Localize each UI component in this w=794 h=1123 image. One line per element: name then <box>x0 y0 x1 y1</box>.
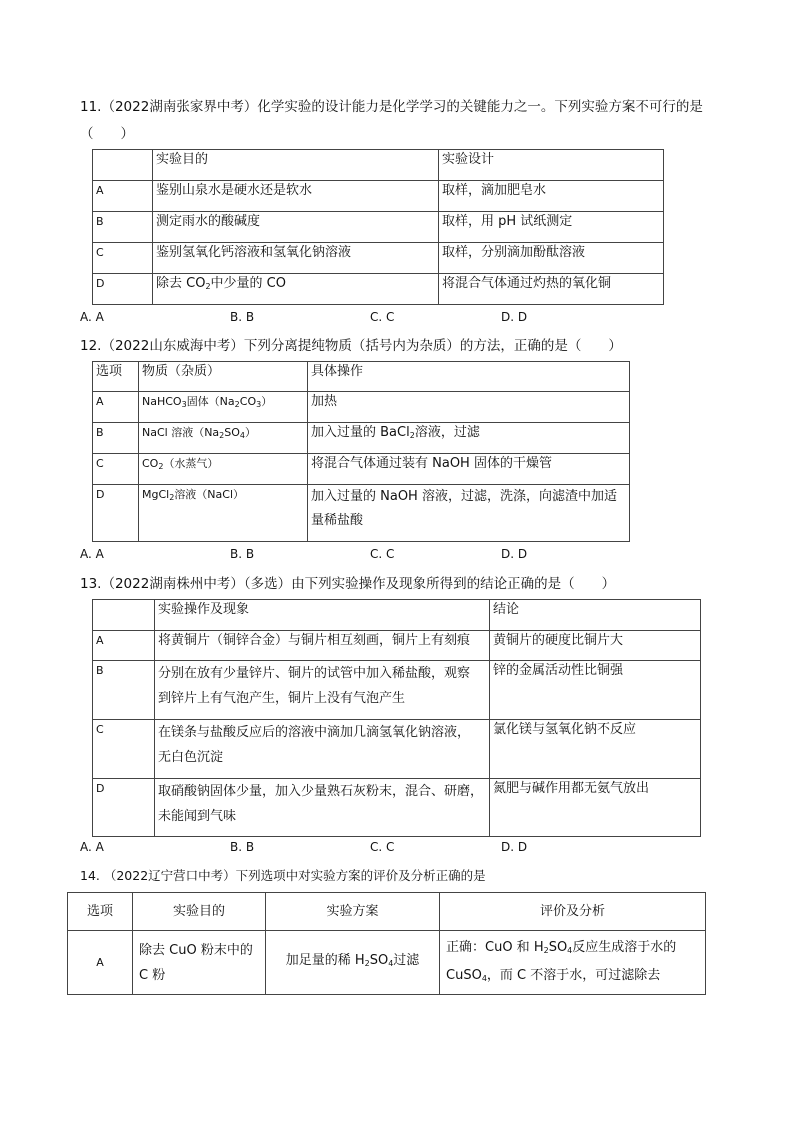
subscript: 3 <box>256 400 262 409</box>
operation-line: 到锌片上有气泡产生，铜片上没有气泡产生 <box>158 691 406 706</box>
plan-cell <box>266 931 440 995</box>
answer-option-d[interactable]: D. D <box>501 840 528 854</box>
operation-cell: 将混合气体通过装有 NaOH 固体的干燥管 <box>308 454 630 485</box>
option-label: D <box>93 779 155 837</box>
answer-option-b[interactable]: B. B <box>230 840 255 854</box>
operation-line: 在镁条与盐酸反应后的溶液中滴加几滴氢氧化钠溶液， <box>158 725 471 740</box>
subscript: 2 <box>364 959 370 968</box>
q14-table-header <box>68 893 706 931</box>
q12-row-d <box>93 485 630 542</box>
evaluation-text: 正确：CuO 和 H <box>446 939 544 955</box>
design-cell: 取样，用 pH 试纸测定 <box>439 212 664 243</box>
q11-table <box>92 149 664 305</box>
answer-option-c[interactable]: C. C <box>370 310 395 324</box>
q14-header-option: 选项 <box>68 893 133 931</box>
aim-line: C 粉 <box>139 967 166 983</box>
answer-option-d[interactable]: D. D <box>501 547 528 561</box>
answer-option-b[interactable]: B. B <box>230 547 255 561</box>
option-label: A <box>93 631 155 661</box>
q13-stem: 13.（2022湖南株州中考）（多选）由下列实验操作及现象所得到的结论正确的是（ ） <box>80 576 616 592</box>
conclusion-cell: 锌的金属活动性比铜强 <box>490 661 701 720</box>
design-cell: 取样，分别滴加酚酞溶液 <box>439 243 664 274</box>
formula-text: CO <box>239 395 257 408</box>
q11-table-header <box>93 150 664 181</box>
q13-row-d <box>93 779 701 837</box>
subscript: 2 <box>409 431 415 440</box>
answer-option-a[interactable]: A. A <box>80 840 104 854</box>
operation-line: 分别在放有少量锌片、铜片的试管中加入稀盐酸，观察 <box>158 666 471 681</box>
formula-text: 固体（Na <box>186 395 235 408</box>
subscript: 2 <box>234 400 240 409</box>
operation-line: 无白色沉淀 <box>158 750 224 765</box>
subscript: 4 <box>388 959 394 968</box>
q13-table-header <box>93 600 701 631</box>
q12-header-operation: 具体操作 <box>308 362 630 392</box>
answer-option-c[interactable]: C. C <box>370 840 395 854</box>
evaluation-text: CuSO <box>446 967 482 983</box>
substance-cell <box>139 454 308 485</box>
evaluation-cell <box>440 931 706 995</box>
evaluation-text: 反应生成溶于水的 <box>572 939 677 955</box>
operation-cell: 加热 <box>308 392 630 423</box>
q11-header-design: 实验设计 <box>439 150 664 181</box>
q13-row-a <box>93 631 701 661</box>
answer-option-b[interactable]: B. B <box>230 310 255 324</box>
aim-text: 除去 CO <box>156 276 206 291</box>
q14-row-a <box>68 931 706 995</box>
q13-header-conclusion: 结论 <box>490 600 701 631</box>
conclusion-cell: 黄铜片的硬度比铜片大 <box>490 631 701 661</box>
q13-answer-options <box>80 840 527 854</box>
option-label: D <box>93 485 139 542</box>
q11-row-c <box>93 243 664 274</box>
formula-text: MgCl <box>142 488 170 501</box>
operation-cell <box>155 720 490 779</box>
subscript: 4 <box>239 431 245 440</box>
answer-option-a[interactable]: A. A <box>80 310 104 324</box>
option-label: A <box>93 181 153 212</box>
q14-header-plan: 实验方案 <box>266 893 440 931</box>
q11-row-a <box>93 181 664 212</box>
evaluation-text: ，而 C 不溶于水，可过滤除去 <box>486 967 661 983</box>
formula-text: 溶液（NaCl） <box>174 488 245 501</box>
q11-answer-options <box>80 310 527 324</box>
plan-text: 加足量的稀 H <box>285 953 365 968</box>
q12-header-substance: 物质（杂质） <box>139 362 308 392</box>
subscript: 2 <box>205 282 211 291</box>
q12-row-a <box>93 392 630 423</box>
option-label: C <box>93 720 155 779</box>
substance-cell <box>139 392 308 423</box>
option-label: B <box>93 661 155 720</box>
q14-header-aim: 实验目的 <box>133 893 266 931</box>
operation-line: 未能闻到气味 <box>158 809 237 824</box>
q14-header-evaluation: 评价及分析 <box>440 893 706 931</box>
operation-cell <box>155 661 490 720</box>
q13-header-blank <box>93 600 155 631</box>
operation-cell <box>155 779 490 837</box>
q11-stem-paren: （ ） <box>80 126 134 142</box>
answer-option-a[interactable]: A. A <box>80 547 104 561</box>
q13-row-b <box>93 661 701 720</box>
q13-header-operation: 实验操作及现象 <box>155 600 490 631</box>
option-label: C <box>93 243 153 274</box>
q13-row-c <box>93 720 701 779</box>
q12-stem: 12.（2022山东威海中考）下列分离提纯物质（括号内为杂质）的方法，正确的是（ ） <box>80 338 622 354</box>
operation-line: 将黄铜片（铜锌合金）与铜片相互刻画，铜片上有刻痕 <box>158 633 471 648</box>
evaluation-line <box>446 963 702 991</box>
q14-stem: 14. （2022辽宁营口中考）下列选项中对实验方案的评价及分析正确的是 <box>80 868 486 883</box>
plan-text: SO <box>369 953 389 968</box>
operation-cell <box>308 423 630 454</box>
substance-cell <box>139 485 308 542</box>
design-cell: 将混合气体通过灼热的氧化铜 <box>439 274 664 305</box>
substance-cell <box>139 423 308 454</box>
operation-text: 溶液，过滤 <box>414 425 480 440</box>
answer-option-c[interactable]: C. C <box>370 547 395 561</box>
aim-cell: 测定雨水的酸碱度 <box>153 212 439 243</box>
option-label: B <box>93 423 139 454</box>
operation-line: 取硝酸钠固体少量，加入少量熟石灰粉末，混合、研磨， <box>158 784 484 799</box>
option-label: A <box>93 392 139 423</box>
conclusion-cell: 氯化镁与氢氧化钠不反应 <box>490 720 701 779</box>
subscript: 2 <box>169 493 175 502</box>
q12-row-b <box>93 423 630 454</box>
option-label: C <box>93 454 139 485</box>
q12-table-header <box>93 362 630 392</box>
aim-cell: 鉴别山泉水是硬水还是软水 <box>153 181 439 212</box>
plan-text: 过滤 <box>393 953 420 968</box>
q11-header-aim: 实验目的 <box>153 150 439 181</box>
q11-row-d <box>93 274 664 305</box>
design-cell: 取样，滴加肥皂水 <box>439 181 664 212</box>
formula-text: （水蒸气） <box>163 457 219 470</box>
formula-text: NaCl 溶液（Na <box>142 426 220 439</box>
formula-text: NaHCO <box>142 395 182 408</box>
q11-stem: 11.（2022湖南张家界中考）化学实验的设计能力是化学学习的关键能力之一。下列实验方案不可行的是 <box>80 99 703 115</box>
operation-cell <box>155 631 490 661</box>
aim-line: 除去 CuO 粉末中的 <box>139 942 253 958</box>
q11-row-b <box>93 212 664 243</box>
operation-text: 加入过量的 BaCl <box>311 425 410 440</box>
q11-header-blank <box>93 150 153 181</box>
formula-text: ） <box>261 395 273 408</box>
option-label: A <box>68 931 133 995</box>
aim-cell <box>133 931 266 995</box>
subscript: 2 <box>219 431 225 440</box>
q12-answer-options <box>80 547 527 561</box>
option-label: D <box>93 274 153 305</box>
subscript: 4 <box>481 973 487 983</box>
formula-text: SO <box>224 426 240 439</box>
subscript: 2 <box>158 462 164 471</box>
answer-option-d[interactable]: D. D <box>501 310 528 324</box>
formula-text: ） <box>245 426 256 439</box>
q14-table <box>67 892 706 995</box>
q13-table <box>92 599 701 837</box>
subscript: 4 <box>567 945 573 955</box>
operation-line: 加入过量的 NaOH 溶液，过滤，洗涤，向滤渣中加适 <box>311 489 617 504</box>
conclusion-cell: 氮肥与碱作用都无氨气放出 <box>490 779 701 837</box>
evaluation-text: SO <box>548 939 568 955</box>
formula-text: CO <box>142 457 159 470</box>
operation-cell <box>308 485 630 542</box>
q12-header-option: 选项 <box>93 362 139 392</box>
evaluation-line <box>446 935 702 963</box>
q12-row-c <box>93 454 630 485</box>
aim-cell <box>153 274 439 305</box>
subscript: 3 <box>181 400 187 409</box>
aim-text: 中少量的 CO <box>210 276 286 291</box>
aim-cell: 鉴别氢氧化钙溶液和氢氧化钠溶液 <box>153 243 439 274</box>
operation-line: 量稀盐酸 <box>311 513 364 528</box>
option-label: B <box>93 212 153 243</box>
q12-table <box>92 361 630 542</box>
subscript: 2 <box>543 945 549 955</box>
